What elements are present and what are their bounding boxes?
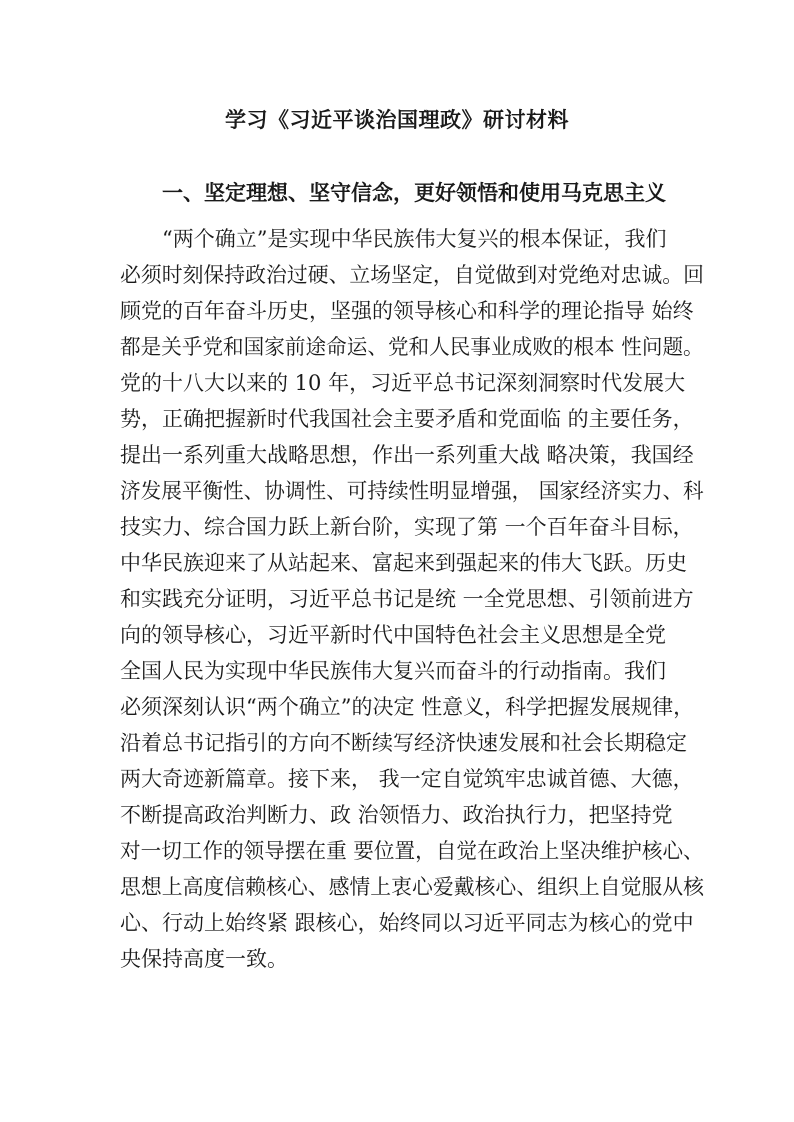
paragraph-line: 全国人民为实现中华民族伟大复兴而奋斗的行动指南。我们 <box>120 659 666 683</box>
paragraph-line: 提出一系列重大战略思想，作出一系列重大战 略决策，我国经 <box>120 443 694 467</box>
paragraph-line: 和实践充分证明，习近平总书记是统 一全党思想、引领前进方 <box>120 587 694 611</box>
paragraph-line: 济发展平衡性、协调性、可持续性明显增强， 国家经济实力、科 <box>120 479 704 503</box>
paragraph-line: 技实力、综合国力跃上新台阶，实现了第 一个百年奋斗目标， <box>120 515 694 539</box>
paragraph-line: 都是关乎党和国家前途命运、党和人民事业成败的根本 性问题。 <box>120 335 704 359</box>
paragraph-line: 中华民族迎来了从站起来、富起来到强起来的伟大飞跃。历史 <box>120 551 687 575</box>
section-heading: 一、坚定理想、坚守信念，更好领悟和使用马克思主义 <box>162 181 666 205</box>
paragraph-line: 必须时刻保持政治过硬、立场坚定，自觉做到对党绝对忠诚。回 <box>120 263 705 287</box>
paragraph-line: 党的十八大以来的 10 年，习近平总书记深刻洞察时代发展大 <box>120 371 686 395</box>
paragraph-line: “两个确立”是实现中华民族伟大复兴的根本保证，我们 <box>162 227 667 251</box>
paragraph-line: 不断提高政治判断力、政 治领悟力、政治执行力，把坚持党 <box>120 803 673 827</box>
paragraph-line: 势，正确把握新时代我国社会主要矛盾和党面临 的主要任务， <box>120 407 694 431</box>
paragraph-line: 必须深刻认识“两个确立”的决定 性意义，科学把握发展规律， <box>120 695 695 719</box>
paragraph-line: 央保持高度一致。 <box>120 947 288 971</box>
paragraph-line: 顾党的百年奋斗历史，坚强的领导核心和科学的理论指导 始终 <box>120 299 694 323</box>
document-title: 学习《习近平谈治国理政》研讨材料 <box>225 108 569 132</box>
paragraph-line: 两大奇迹新篇章。接下来， 我一定自觉筑牢忠诚首德、大德， <box>120 767 694 791</box>
paragraph-line: 心、行动上始终紧 跟核心，始终同以习近平同志为核心的党中 <box>120 911 694 935</box>
paragraph-line: 思想上高度信赖核心、感情上衷心爱戴核心、组织上自觉服从核 <box>120 875 705 899</box>
paragraph-line: 对一切工作的领导摆在重 要位置，自觉在政治上坚决维护核心、 <box>120 839 704 863</box>
paragraph-line: 沿着总书记指引的方向不断续写经济快速发展和社会长期稳定 <box>120 731 687 755</box>
paragraph-line: 向的领导核心，习近平新时代中国特色社会主义思想是全党 <box>120 623 666 647</box>
